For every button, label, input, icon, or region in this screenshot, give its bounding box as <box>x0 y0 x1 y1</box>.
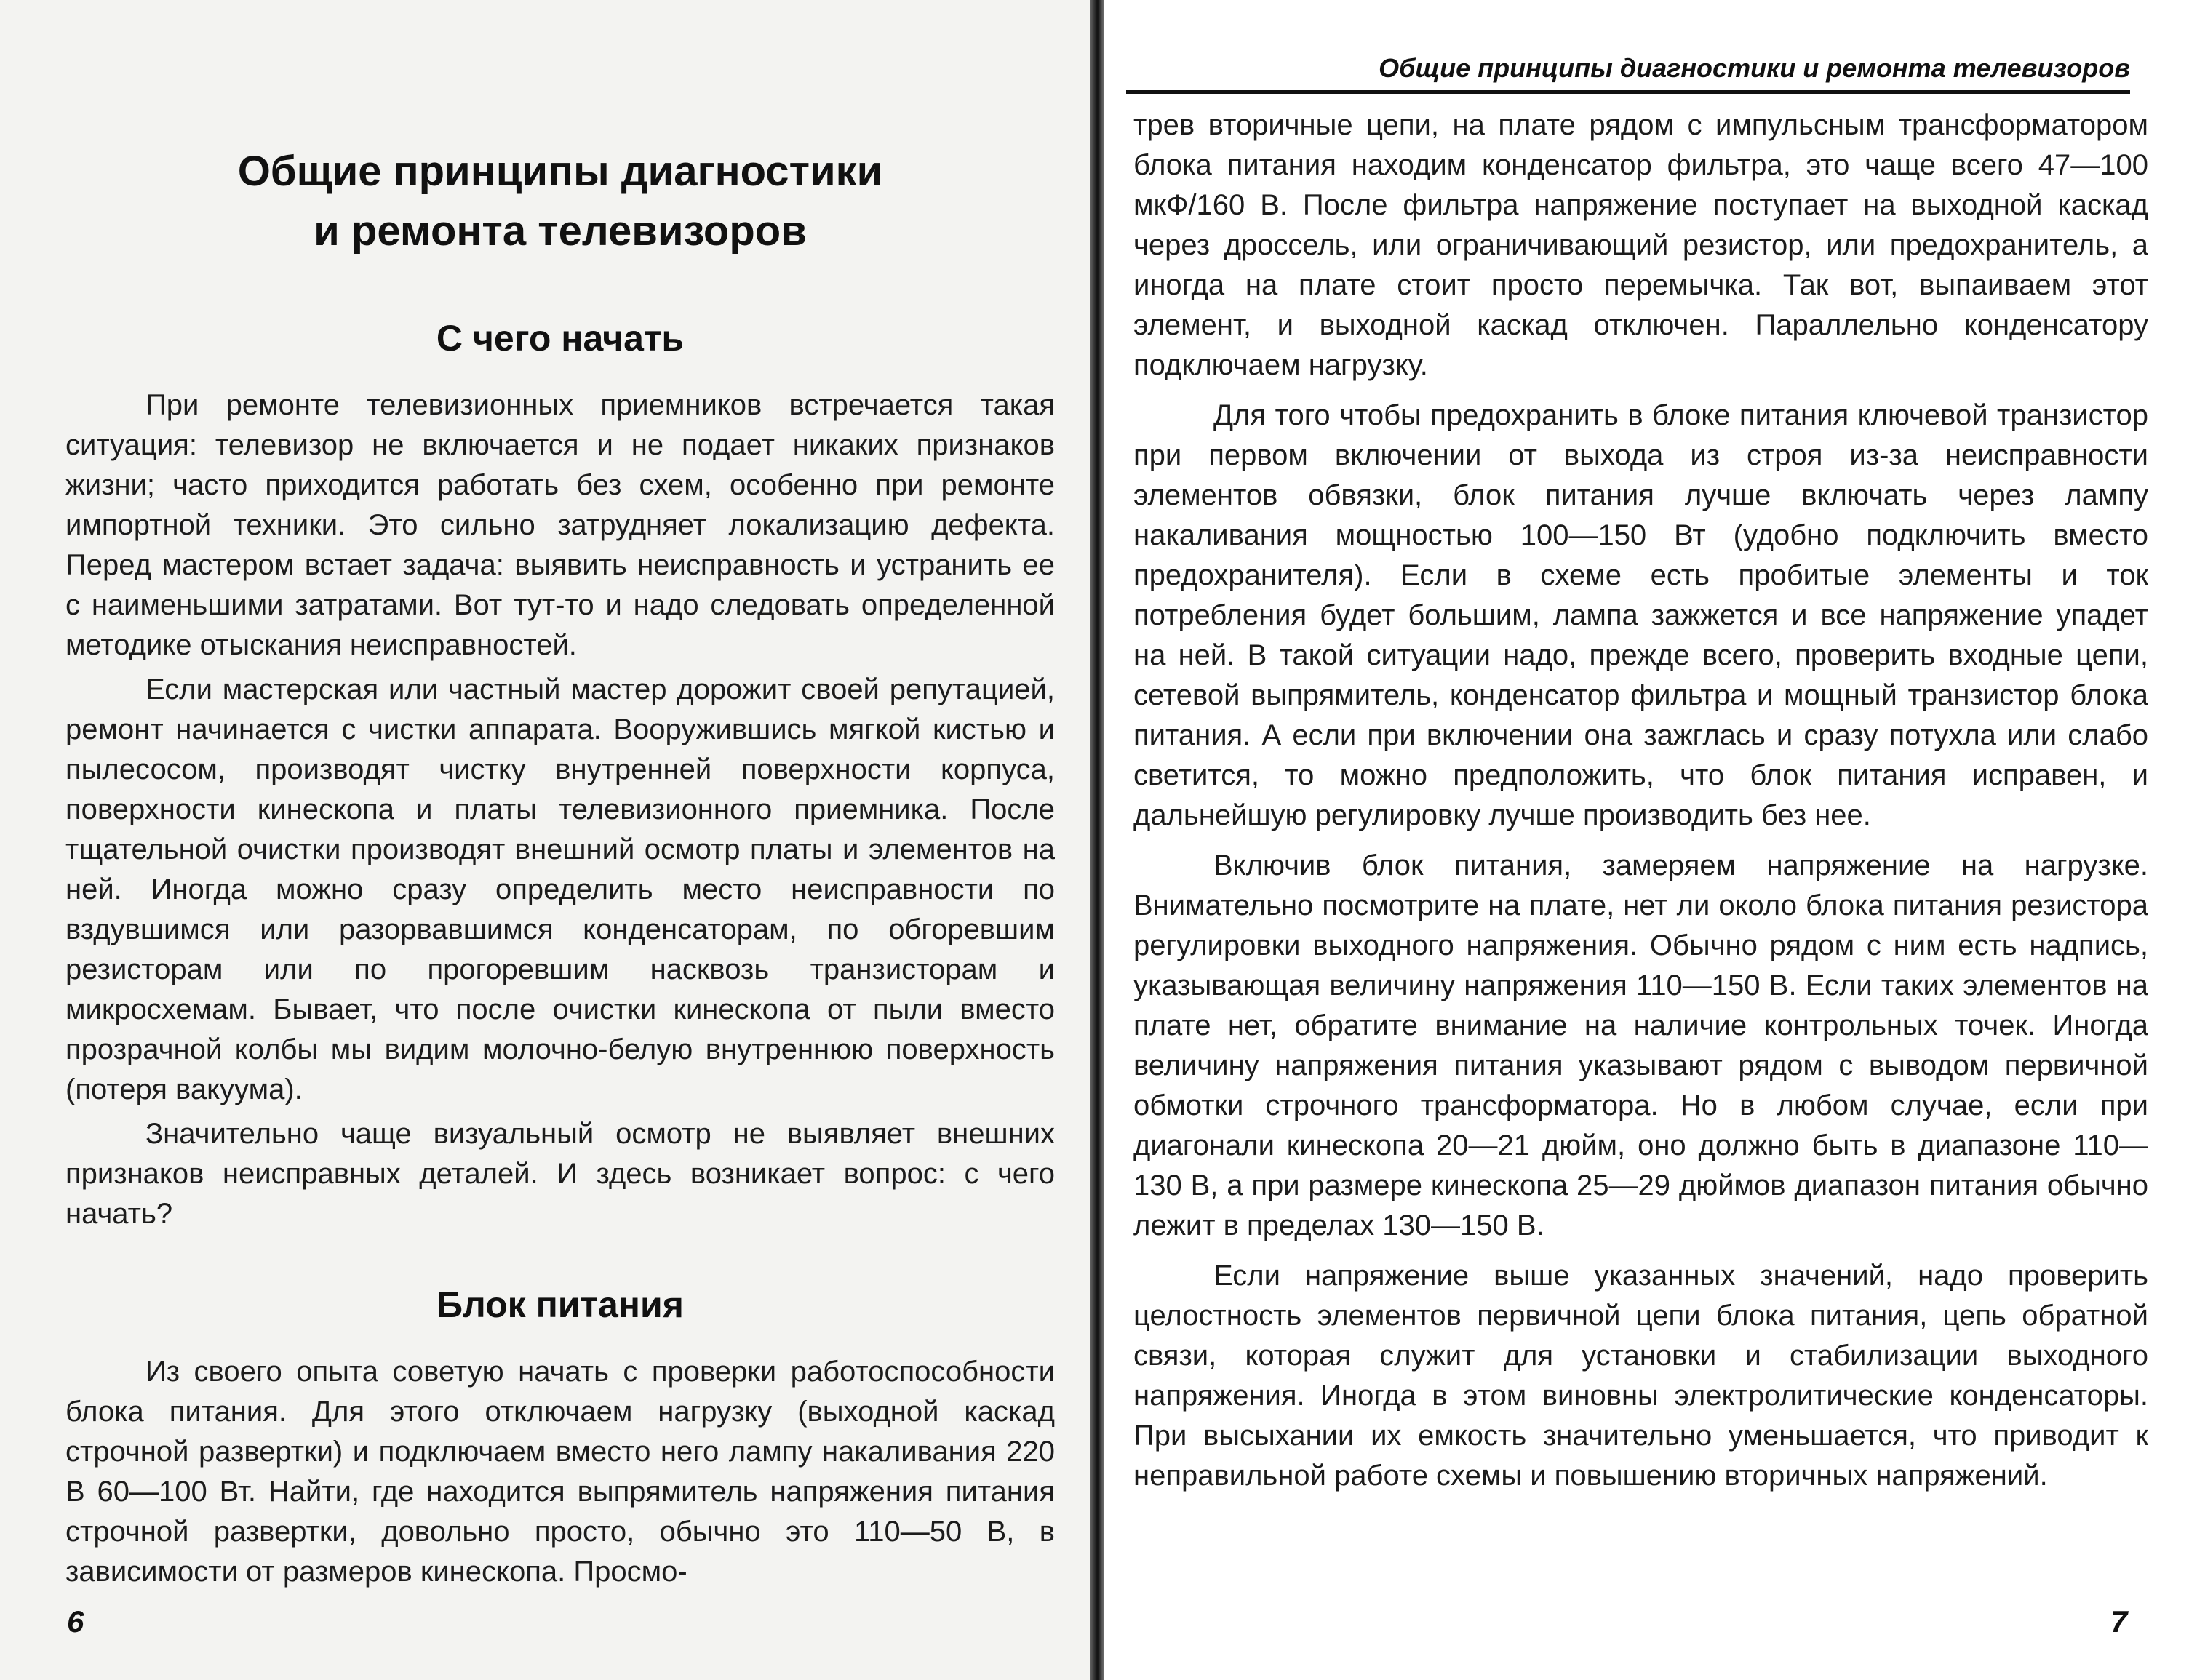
page-number-right: 7 <box>2110 1604 2128 1639</box>
right-text-column <box>1133 105 2148 1506</box>
running-head: Общие принципы диагностики и ремонта телевизоров <box>1126 52 2130 94</box>
paragraph: Для того чтобы предохранить в блоке питания ключевой транзистор при первом включении от выхода из строя из-за неисправности элементов обвязки, блок питания лучше включать через лампу накаливания мощностью 100—150 Вт (удобно подключить вместо предохранителя). Если в схеме есть пробитые элементы и ток потребления будет большим, лампа зажжется и все напряжение упадет на ней. В такой ситуации надо, прежде всего, проверить входные цепи, сетевой выпрямитель, конденсатор фильтра и мощный транзистор блока питания. А если при включении она зажглась и сразу потухла или слабо светится, то можно предположить, что блок питания исправен, и дальнейшую регулировку лучше производить без нее. <box>1133 399 2148 831</box>
paragraph: Включив блок питания, замеряем напряжение на нагрузке. Внимательно посмотрите на плате, нет ли около блока питания резистора регулировки выходного напряжения. Обычно рядом с ним есть надпись, указывающая величину напряжения 110—150 В. Если таких элементов на плате нет, обратите внимание на наличие контрольных точек. Иногда величину напряжения питания указывают рядом с выводом первичной обмотки строчного трансформатора. Но в любом случае, если при диагонали кинескопа 20—21 дюйм, оно должно быть в диапазоне 110—130 В, а при размере кинескопа 25—29 дюймов диапазон питания обычно лежит в пределах 130—150 В. <box>1133 849 2148 1241</box>
chapter-title-line-1: Общие принципы диагностики <box>237 148 883 195</box>
chapter-title-line-2: и ремонта телевизоров <box>314 207 807 255</box>
paragraph-continued: трев вторичные цепи, на плате рядом с импульсным трансформатором блока питания находим конденсатор фильтра, это чаще всего 47—100 мкФ/160 В. После фильтра напряжение поступает на выходной каскад через дроссель, или ограничивающий резистор, или предохранитель, а иногда на плате стоит просто перемычка. Так вот, выпаиваем этот элемент, и выходной каскад отключен. Параллельно конденсатору подключаем нагрузку. <box>1133 109 2148 381</box>
left-text-column <box>65 142 1055 1596</box>
section-heading-power-supply: Блок питания <box>436 1284 684 1325</box>
book-gutter <box>1090 0 1104 1680</box>
paragraph: При ремонте телевизионных приемников встречается такая ситуация: телевизор не включается и не подает никаких признаков жизни; часто приходится работать без схем, особенно при ремонте импортной техники. Это сильно затрудняет локализацию дефекта. Перед мастером встает задача: выявить неисправность и устранить ее с наименьшими затратами. Вот тут-то и надо следовать определенной методике отыскания неисправностей. <box>65 389 1055 661</box>
paragraph: Из своего опыта советую начать с проверки работоспособности блока питания. Для этого отключаем нагрузку (выходной каскад строчной развертки) и подключаем вместо него лампу накаливания 220 В 60—100 Вт. Найти, где находится выпрямитель напряжения питания строчной развертки, довольно просто, обычно это 110—50 В, в зависимости от размеров кинескопа. Просмо- <box>65 1356 1055 1588</box>
page-number-left: 6 <box>67 1604 84 1639</box>
paragraph: Значительно чаще визуальный осмотр не выявляет внешних признаков неисправных деталей. И здесь возникает вопрос: с чего начать? <box>65 1118 1055 1230</box>
paragraph: Если напряжение выше указанных значений, надо проверить целостность элементов первичной цепи блока питания, цепь обратной связи, которая служит для установки и стабилизации выходного напряжения. Иногда в этом виновны электролитические конденсаторы. При высыхании их емкость значительно уменьшается, что приводит к неправильной работе схемы и повышению вторичных напряжений. <box>1133 1260 2148 1492</box>
chapter-title <box>65 142 1055 261</box>
section-heading-where-to-start: С чего начать <box>436 318 685 359</box>
left-page <box>0 0 1090 1680</box>
right-page <box>1104 0 2189 1680</box>
paragraph: Если мастерская или частный мастер дорожит своей репутацией, ремонт начинается с чистки аппарата. Вооружившись мягкой кистью и пылесосом, производят чистку внутренней поверхности корпуса, поверхности кинескопа и платы телевизионного приемника. После тщательной очистки производят внешний осмотр платы и элементов на ней. Иногда можно сразу определить место неисправности по вздувшимся или разорвавшимся конденсаторам, по обгоревшим резисторам или по прогоревшим насквозь транзисторам и микросхемам. Бывает, что после очистки кинескопа от пыли вместо прозрачной колбы мы видим молочно-белую внутреннюю поверхность (потеря вакуума). <box>65 673 1055 1105</box>
